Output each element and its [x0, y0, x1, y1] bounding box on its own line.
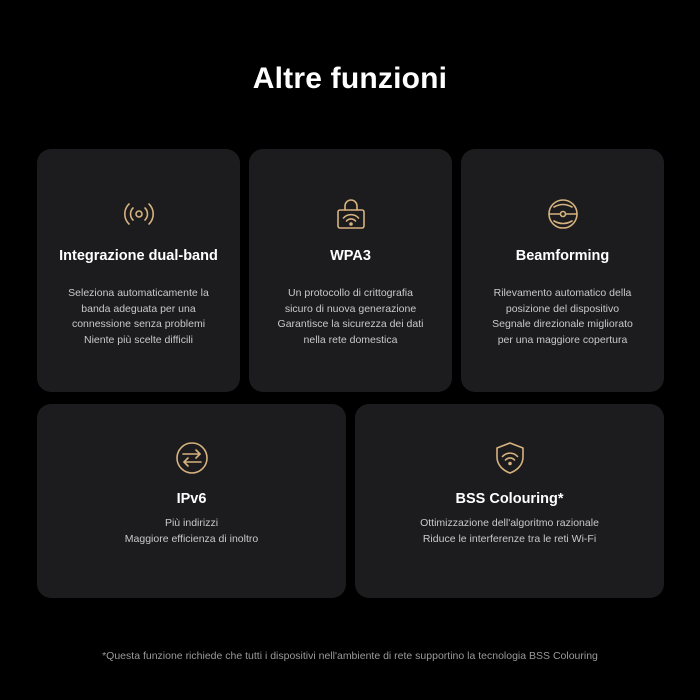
feature-description: Un protocollo di crittografia sicuro di nuova generazione Garantisce la sicurezza dei dati nella rete domestica: [277, 287, 424, 346]
wifi-lock-icon: [333, 196, 369, 232]
bss-shield-wifi-icon: [492, 440, 528, 476]
feature-heading: Integrazione dual-band: [59, 248, 218, 264]
feature-heading: Beamforming: [515, 248, 610, 264]
feature-description: Ottimizzazione dell'algoritmo razionale Riduce le interferenze tra le reti Wi-Fi: [420, 517, 599, 545]
feature-card-dual-band: [37, 149, 240, 392]
feature-card-ipv6: [37, 404, 346, 598]
footnote: *Questa funzione richiede che tutti i dispositivi nell'ambiente di rete supportino la tecnologia BSS Colouring: [102, 650, 598, 662]
feature-heading: WPA3: [330, 248, 371, 264]
feature-card-bss-colouring: [355, 404, 664, 598]
ipv6-arrows-icon: [174, 440, 210, 476]
feature-description: Seleziona automaticamente la banda adeguata per una connessione senza problemi Niente più scelte difficili: [68, 287, 209, 346]
feature-card-wpa3: [249, 149, 452, 392]
feature-card-beamforming: [461, 149, 664, 392]
dual-band-signal-icon: [121, 196, 157, 232]
feature-heading: IPv6: [176, 491, 207, 507]
feature-description: Più indirizzi Maggiore efficienza di inoltro: [124, 517, 259, 545]
page-title: Altre funzioni: [252, 62, 448, 95]
feature-description: Rilevamento automatico della posizione del dispositivo Segnale direzionale migliorato per una maggiore copertura: [492, 287, 633, 346]
feature-heading: BSS Colouring*: [455, 491, 564, 507]
beamforming-icon: [545, 196, 581, 232]
